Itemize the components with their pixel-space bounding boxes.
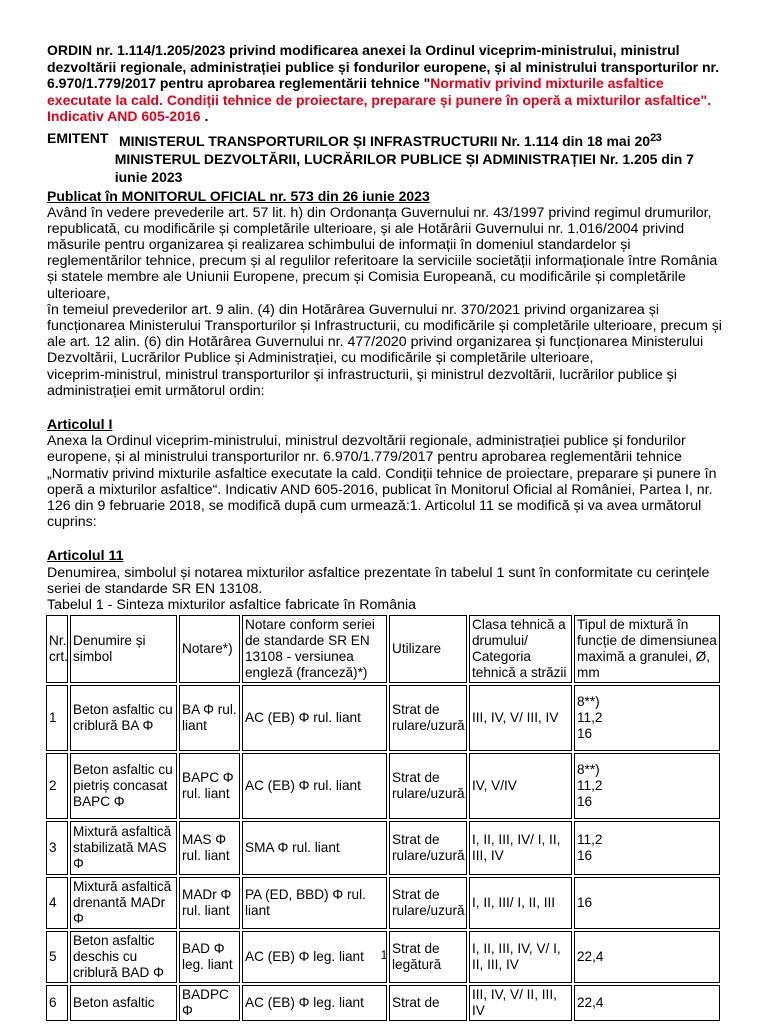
cell-nr: 2 <box>46 753 68 819</box>
cell-notare: BADPC Φ <box>179 985 240 1021</box>
article-11-text: Denumirea, simbolul și notarea mixturilor asfaltice prezentate în tabelul 1 sunt în conformitate cu cerințele seriei de standarde SR EN 13108. <box>47 564 710 597</box>
table-header-row <box>46 615 720 683</box>
order-title-tail: . <box>200 108 209 124</box>
article-11-heading: Articolul 11 <box>47 548 124 565</box>
cell-nr: 5 <box>46 931 68 983</box>
cell-notare-sr: SMA Φ rul. liant <box>242 821 387 875</box>
cell-notare: MADr Φ rul. liant <box>179 877 240 929</box>
emitent-row-2 <box>47 150 727 186</box>
cell-nr: 3 <box>46 821 68 875</box>
header-tip: Tipul de mixtură în funcție de dimensiunea maximă a granulei, Ø, mm <box>574 615 720 683</box>
emitent-ministry-2: MINISTERUL DEZVOLTĂRII, LUCRĂRILOR PUBLICE ȘI ADMINISTRAȚIEI Nr. 1.205 din 7 iunie 2023 <box>114 150 694 185</box>
document-page <box>47 42 727 1023</box>
emitent-row-1 <box>47 129 727 150</box>
cell-nr: 6 <box>46 985 68 1021</box>
header-notare-sr: Notare conform seriei de standarde SR EN 13108 - versiunea engleză (franceză)*) <box>242 615 387 683</box>
cell-utilizare: Strat de rulare/uzură <box>389 685 467 751</box>
cell-clasa: III, IV, V/ III, IV <box>469 685 572 751</box>
emitent-label: EMITENT <box>47 129 109 146</box>
bullet-icon <box>96 150 115 186</box>
cell-clasa: I, II, III, IV, V/ I, II, III, IV <box>469 931 572 983</box>
cell-notare: MAS Φ rul. liant <box>179 821 240 875</box>
emitent-ministry-1: MINISTERUL TRANSPORTURILOR ȘI INFRASTRUCTURII Nr. 1.114 din 18 mai $20^{23}$ <box>119 131 662 149</box>
cell-denumire: Beton asfaltic deschis cu criblură BAD Φ <box>70 931 177 983</box>
publication-info: Publicat în MONITORUL OFICIAL nr. 573 din 26 iunie 2023 <box>47 187 430 204</box>
cell-nr: 4 <box>46 877 68 929</box>
table-row <box>46 877 720 929</box>
article-1-text: Anexa la Ordinul viceprim-ministrului, ministrul dezvoltării regionale, administrației publice și fondurilor europene, și al ministrului transporturilor nr. 6.970/1.779/2017 pentru aprobarea reglementării tehnice „Normativ privind mixturile asfaltice executate la cald. Condiții tehnice de proiectare, preparare și punere în operă a mixturilor asfaltice“. Indicativ AND 605-2016, publicat în Monitorul Oficial al României, Partea I, nr. 126 din 9 februarie 2018, se modifică după cum urmează:1. Articolul 11 se modifică și va avea următorul cuprins: <box>47 433 717 531</box>
cell-utilizare: Strat de rulare/uzură <box>389 753 467 819</box>
cell-clasa: I, II, III, IV/ I, II, III, IV <box>469 821 572 875</box>
cell-notare-sr: PA (ED, BBD) Φ rul. liant <box>242 877 387 929</box>
cell-notare-sr: AC (EB) Φ leg. liant <box>242 931 387 983</box>
cell-notare-sr: AC (EB) Φ rul. liant <box>242 753 387 819</box>
cell-tip: 8**) 11,2 16 <box>574 753 720 819</box>
cell-tip: 16 <box>574 877 720 929</box>
header-denumire: Denumire și simbol <box>70 615 177 683</box>
emitent-block <box>47 129 727 186</box>
cell-nr: 1 <box>46 685 68 751</box>
table-row <box>46 821 720 875</box>
emitent-ministry-1-sup: 23 <box>650 131 662 144</box>
cell-tip: 8**) 11,2 16 <box>574 685 720 751</box>
cell-utilizare: Strat de <box>389 985 467 1021</box>
cell-utilizare: Strat de rulare/uzură <box>389 821 467 875</box>
preamble-paragraph-3: viceprim-ministrul, ministrul transporturilor și infrastructurii, și ministrul dezvoltării, lucrărilor publice și administrației emit următorul ordin: <box>47 366 677 399</box>
cell-tip: 11,2 16 <box>574 821 720 875</box>
cell-notare: BA Φ rul. liant <box>179 685 240 751</box>
article-1-heading: Articolul I <box>47 416 113 433</box>
cell-tip: 22,4 <box>574 985 720 1021</box>
header-nr: Nr. crt. <box>46 615 68 683</box>
cell-notare-sr: AC (EB) Φ leg. liant <box>242 985 387 1021</box>
cell-clasa: III, IV, V/ II, III, IV <box>469 985 572 1021</box>
table-row <box>46 985 720 1021</box>
cell-notare-sr: AC (EB) Φ rul. liant <box>242 685 387 751</box>
cell-notare: BAPC Φ rul. liant <box>179 753 240 819</box>
header-clasa: Clasa tehnică a drumului/ Categoria tehnică a străzii <box>469 615 572 683</box>
preamble-paragraph-1: Având în vedere prevederile art. 57 lit. h) din Ordonanța Guvernului nr. 43/1997 privind regimul drumurilor, republicată, cu modificările și completările ulterioare, și ale Hotărârii Guvernului nr. 1.016/2004 privind măsurile pentru organizarea și realizarea schimbului de informații în domeniul standardelor și reglementărilor tehnice, precum și al regulilor referitoare la serviciile societății informaționale între România și statele membre ale Uniunii Europene, precum și Comisia Europeană, cu modificările și completările ulterioare, <box>47 204 718 302</box>
bullet-icon <box>99 129 119 150</box>
cell-denumire: Beton asfaltic cu pietriș concasat BAPC Φ <box>70 753 177 819</box>
cell-denumire: Beton asfaltic <box>70 985 177 1021</box>
table-row <box>46 753 720 819</box>
preamble-paragraph-2: în temeiul prevederilor art. 9 alin. (4) din Hotărârea Guvernului nr. 370/2021 privind organizarea și funcționarea Ministerului Transporturilor și Infrastructurii, cu modificările și completările ulterioare, precum și ale art. 12 alin. (6) din Hotărârea Guvernului nr. 477/2020 privind organizarea și funcționarea Ministerului Dezvoltării, Lucrărilor Publice și Administrației, cu modificările și completările ulterioare, <box>47 301 722 367</box>
cell-utilizare: Strat de rulare/uzură <box>389 877 467 929</box>
cell-tip: 22,4 <box>574 931 720 983</box>
header-notare: Notare*) <box>179 615 240 683</box>
cell-clasa: I, II, III/ I, II, III <box>469 877 572 929</box>
cell-clasa: IV, V/IV <box>469 753 572 819</box>
header-utilizare: Utilizare <box>389 615 467 683</box>
page-number: 1 <box>380 948 388 962</box>
order-title-highlight: Normativ privind mixturile asfaltice executate la cald. Condiții tehnice de proiectare, preparare și punere în operă a mixturilor asfaltice". Indicativ AND 605-2016 <box>47 75 712 124</box>
order-title <box>47 42 727 125</box>
cell-denumire: Mixtură asfaltică drenantă MADr Φ <box>70 877 177 929</box>
order-title-text: ORDIN nr. 1.114/1.205/2023 privind modificarea anexei la Ordinul viceprim-ministrului, ministrul dezvoltării regionale, administrației publice și fondurilor europene, și al ministrului transporturilor nr. 6.970/1.779/2017 pentru aprobarea reglementării tehnice " <box>47 42 720 91</box>
cell-denumire: Mixtură asfaltică stabilizată MAS Φ <box>70 821 177 875</box>
table-caption: Tabelul 1 - Sinteza mixturilor asfaltice fabricate în România <box>47 596 417 613</box>
cell-notare: BAD Φ leg. liant <box>179 931 240 983</box>
table-row <box>46 685 720 751</box>
cell-denumire: Beton asfaltic cu criblură BA Φ <box>70 685 177 751</box>
cell-utilizare: Strat de legătură <box>389 931 467 983</box>
